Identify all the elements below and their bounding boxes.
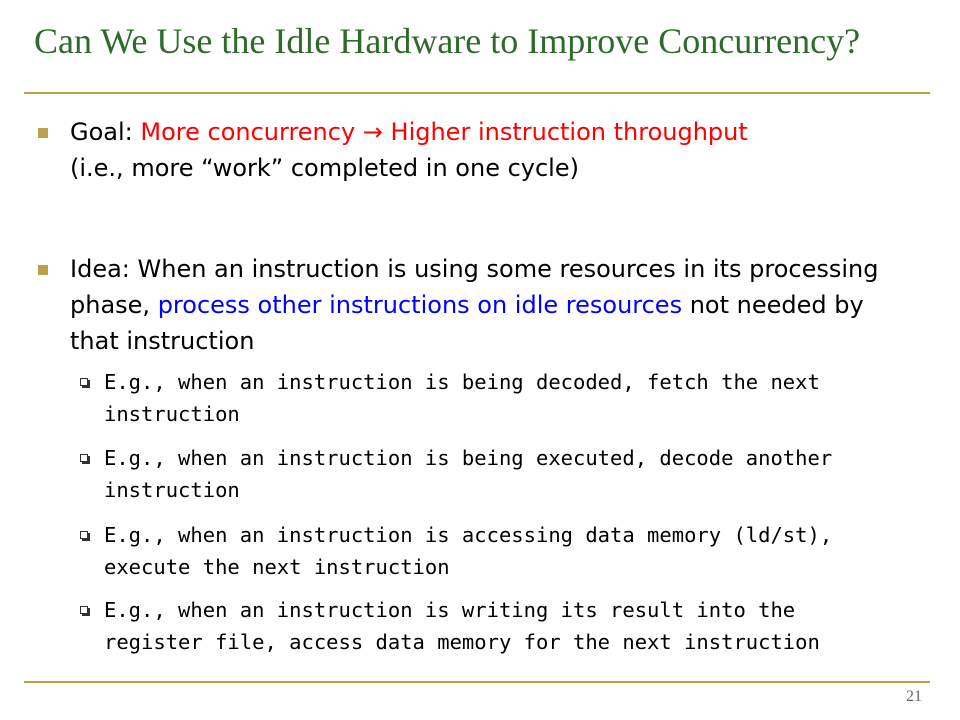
slide-title: Can We Use the Idle Hardware to Improve Concurrency? <box>34 21 861 61</box>
title-divider <box>24 92 930 94</box>
goal-rest: (i.e., more “work” completed in one cycle) <box>70 154 579 182</box>
example-item: E.g., when an instruction is writing its result into the register file, access data memory for the next instruction <box>104 598 820 654</box>
idea-highlight: process other instructions on idle resources <box>157 291 683 319</box>
sub-bullet-icon <box>80 454 88 462</box>
goal-label: Goal: <box>70 118 141 146</box>
goal-highlight: More concurrency → Higher instruction throughput <box>140 118 748 146</box>
idea-text <box>70 251 915 359</box>
idea-part1: Idea: When an instruction is using some resources in its processing phase, <box>70 255 879 319</box>
idea-part2: not needed by that instruction <box>70 291 864 355</box>
example-item: E.g., when an instruction is being decoded, fetch the next instruction <box>104 370 820 426</box>
bullet-square-icon <box>38 128 48 138</box>
sub-bullet-icon <box>80 606 88 614</box>
sub-bullet-icon <box>80 531 88 539</box>
footer-divider <box>24 681 930 683</box>
page-number: 21 <box>906 688 922 705</box>
example-item: E.g., when an instruction is accessing data memory (ld/st), execute the next instruction <box>104 523 833 579</box>
goal-text <box>70 114 915 186</box>
example-item: E.g., when an instruction is being executed, decode another instruction <box>104 446 833 502</box>
bullet-square-icon <box>38 265 48 275</box>
sub-bullet-icon <box>80 378 88 386</box>
